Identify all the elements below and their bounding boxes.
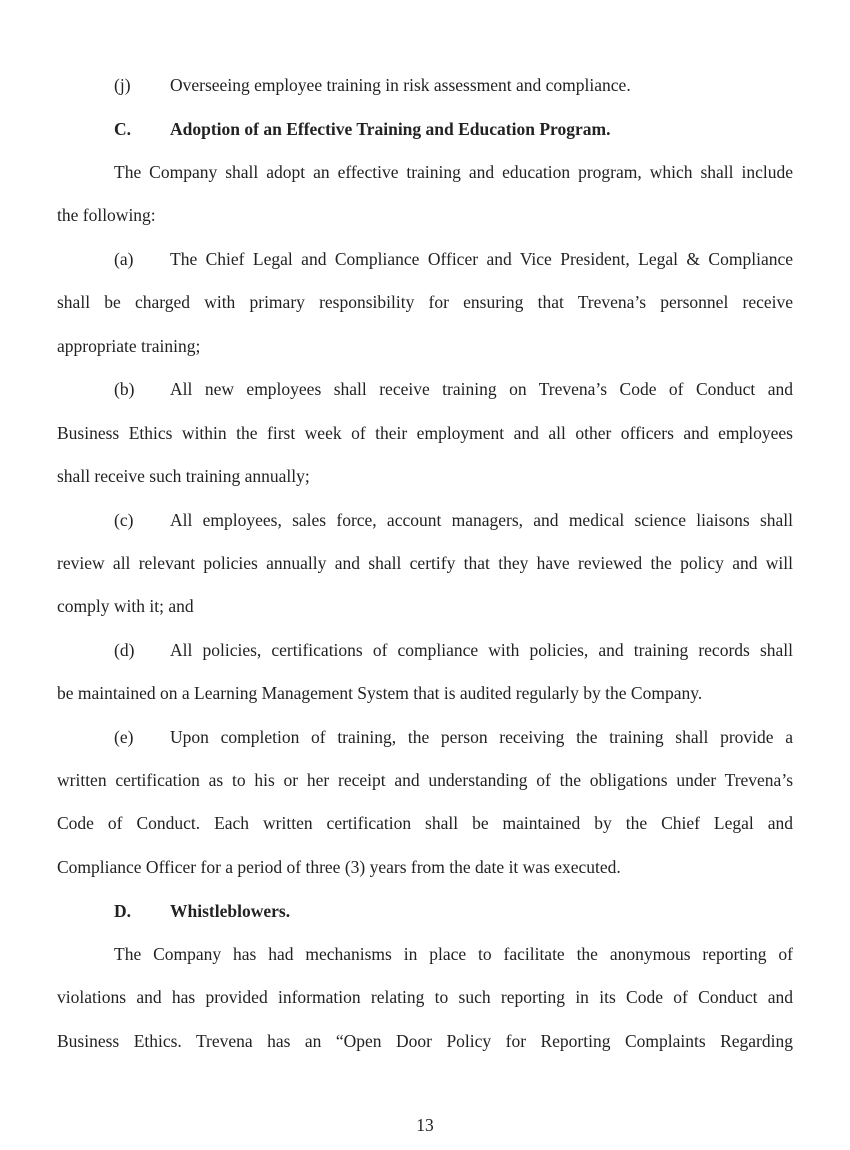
paragraph-line: the following: xyxy=(57,205,156,225)
item-label: (e) xyxy=(114,727,134,747)
paragraph-line: shall receive such training annually; xyxy=(57,466,310,486)
item-text: The Chief Legal and Compliance Officer and Vice President, Legal & Compliance xyxy=(170,249,793,269)
paragraph-line: Business Ethics. Trevena has an “Open Door Policy for Reporting Complaints Regarding xyxy=(57,1031,793,1051)
section-label: C. xyxy=(114,119,132,139)
list-item-c xyxy=(114,509,793,531)
section-label: D. xyxy=(114,901,132,921)
list-item-e xyxy=(114,726,793,748)
paragraph-line: violations and has provided information relating to such reporting in its Code of Conduct and xyxy=(57,987,793,1007)
paragraph-line: review all relevant policies annually and shall certify that they have reviewed the policy and will xyxy=(57,553,793,573)
page-number: 13 xyxy=(416,1115,434,1135)
paragraph-line: be maintained on a Learning Management System that is audited regularly by the Company. xyxy=(57,683,703,703)
paragraph-line: The Company shall adopt an effective training and education program, which shall include xyxy=(114,162,793,182)
list-item-d xyxy=(114,639,793,661)
paragraph-line: The Company has had mechanisms in place to facilitate the anonymous reporting of xyxy=(114,944,793,964)
section-title: Whistleblowers. xyxy=(170,901,291,921)
paragraph-line: appropriate training; xyxy=(57,336,201,356)
item-text: All policies, certifications of compliance with policies, and training records shall xyxy=(170,640,793,660)
section-heading-c xyxy=(114,118,793,140)
item-label: (b) xyxy=(114,379,135,399)
section-heading-d xyxy=(114,900,793,922)
item-text: All new employees shall receive training on Trevena’s Code of Conduct and xyxy=(170,379,793,399)
list-item-a xyxy=(114,248,793,270)
item-label: (a) xyxy=(114,249,134,269)
item-text: All employees, sales force, account managers, and medical science liaisons shall xyxy=(170,510,793,530)
paragraph-line: written certification as to his or her receipt and understanding of the obligations under Trevena’s xyxy=(57,770,793,790)
list-item-b xyxy=(114,378,793,400)
item-text: Overseeing employee training in risk assessment and compliance. xyxy=(170,75,631,95)
list-item-j xyxy=(114,74,793,96)
paragraph-line: Business Ethics within the first week of their employment and all other officers and employees xyxy=(57,423,793,443)
paragraph-line: Compliance Officer for a period of three (3) years from the date it was executed. xyxy=(57,857,621,877)
paragraph-line: shall be charged with primary responsibility for ensuring that Trevena’s personnel receive xyxy=(57,292,793,312)
item-label: (c) xyxy=(114,510,134,530)
section-title: Adoption of an Effective Training and Education Program. xyxy=(170,119,611,139)
paragraph-line: comply with it; and xyxy=(57,596,194,616)
item-label: (j) xyxy=(114,75,131,95)
paragraph-line: Code of Conduct. Each written certification shall be maintained by the Chief Legal and xyxy=(57,813,793,833)
item-text: Upon completion of training, the person receiving the training shall provide a xyxy=(170,727,793,747)
item-label: (d) xyxy=(114,640,135,660)
